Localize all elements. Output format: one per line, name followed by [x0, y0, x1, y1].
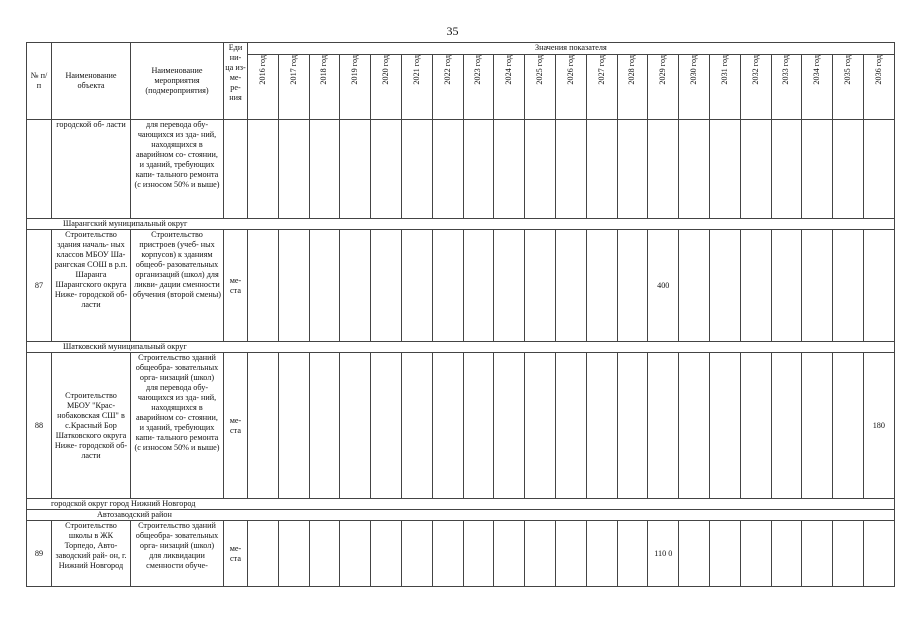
year-header: [248, 55, 279, 120]
section-row: [27, 499, 895, 510]
value-cell: [709, 521, 740, 587]
cell-num: [27, 120, 52, 219]
value-cell: [248, 353, 279, 499]
year-header: [463, 55, 494, 120]
value-cell: [802, 120, 833, 219]
value-cell: [771, 353, 802, 499]
year-label: 2025 год: [535, 55, 545, 85]
header-row: [27, 43, 895, 55]
year-header: [401, 55, 432, 120]
section-row: [27, 219, 895, 230]
year-label: 2036 год: [873, 55, 883, 85]
year-label: 2035 год: [843, 55, 853, 85]
value-cell: [679, 230, 710, 342]
cell-measure: Строительство зданий общеобра- зовательных орга- низаций (школ) для ликвидации сменности обуче-: [131, 521, 224, 587]
header-measures: Наименование мероприятия (подмероприятия): [131, 43, 224, 120]
value-cell: [432, 120, 463, 219]
section-avto: Автозаводский район: [27, 510, 895, 521]
value-cell: [525, 230, 556, 342]
value-cell: [401, 120, 432, 219]
year-header: [833, 55, 864, 120]
value-cell: [401, 230, 432, 342]
value-cell: [309, 230, 340, 342]
year-label: 2020 год: [381, 55, 391, 85]
value-cell: [494, 120, 525, 219]
cell-measure: Строительство пристроев (учеб- ных корпусов) к зданиям общеоб- разовательных организаций (школ) для ликви- дации сменности обучения (второй смены): [131, 230, 224, 342]
cell-object: Строительство здания началь- ных классов МБОУ Ша- рангская СОШ в р.п. Шаранга Шарангского округа Ниже- городской об- ласти: [52, 230, 131, 342]
value-cell: [863, 120, 894, 219]
value-cell: [617, 353, 648, 499]
value-cell: [833, 353, 864, 499]
year-label: 2026 год: [565, 55, 575, 85]
value-cell: [555, 120, 586, 219]
year-header: [709, 55, 740, 120]
page-number: 35: [446, 24, 459, 38]
value-cell: [679, 353, 710, 499]
value-cell: [463, 521, 494, 587]
year-header: [740, 55, 771, 120]
cell-num: 89: [27, 521, 52, 587]
value-cell: 110 0: [648, 521, 679, 587]
value-cell: [740, 120, 771, 219]
value-cell: [740, 230, 771, 342]
value-cell: [463, 120, 494, 219]
value-cell: [679, 521, 710, 587]
year-header: [525, 55, 556, 120]
value-cell: [709, 353, 740, 499]
value-cell: [432, 230, 463, 342]
value-cell: [679, 120, 710, 219]
year-label: 2031 год: [719, 55, 729, 85]
indicator-table: [26, 42, 895, 587]
year-header: [309, 55, 340, 120]
year-header: [340, 55, 371, 120]
value-cell: [248, 521, 279, 587]
year-header: [432, 55, 463, 120]
value-cell: [555, 521, 586, 587]
cell-unit: ме- ста: [224, 353, 248, 499]
value-cell: [555, 230, 586, 342]
value-cell: [340, 120, 371, 219]
year-label: 2022 год: [442, 55, 452, 85]
value-cell: [648, 353, 679, 499]
value-cell: [833, 521, 864, 587]
value-cell: [494, 521, 525, 587]
value-cell: [340, 230, 371, 342]
value-cell: [586, 120, 617, 219]
value-cell: [248, 120, 279, 219]
value-cell: [371, 521, 402, 587]
value-cell: [248, 230, 279, 342]
year-header: [371, 55, 402, 120]
value-cell: [771, 521, 802, 587]
year-header: [494, 55, 525, 120]
value-cell: [648, 120, 679, 219]
table-row: [27, 521, 895, 587]
table-row: [27, 120, 895, 219]
value-cell: [771, 120, 802, 219]
value-cell: 400: [648, 230, 679, 342]
value-cell: [586, 521, 617, 587]
year-label: 2021 год: [411, 55, 421, 85]
value-cell: [617, 120, 648, 219]
value-cell: [463, 230, 494, 342]
value-cell: [709, 230, 740, 342]
section-shatki: Шатковский муниципальный округ: [27, 342, 895, 353]
value-cell: [555, 353, 586, 499]
value-cell: [309, 353, 340, 499]
value-cell: [309, 120, 340, 219]
value-cell: [494, 353, 525, 499]
value-cell: [802, 353, 833, 499]
value-cell: [371, 230, 402, 342]
cell-measure: Строительство зданий общеобра- зовательных орга- низаций (школ) для перевода обу- чающихся из зда- ний, находящихся в аварийном со- стоянии, и зданий, требующих капи- тального ремонта (с износом 50% и выше): [131, 353, 224, 499]
value-cell: [494, 230, 525, 342]
value-cell: [463, 353, 494, 499]
header-unit: Еди ни- ца из- ме- ре- ния: [224, 43, 248, 120]
header-values-group: Значения показателя: [248, 43, 895, 55]
value-cell: 180: [863, 353, 894, 499]
cell-unit: ме- ста: [224, 521, 248, 587]
year-label: 2029 год: [658, 55, 668, 85]
year-label: 2032 год: [750, 55, 760, 85]
cell-object: Строительство школы в ЖК Торпедо, Авто- заводский рай- он, г. Нижний Новгород: [52, 521, 131, 587]
value-cell: [278, 120, 309, 219]
year-label: 2016 год: [257, 55, 267, 85]
value-cell: [525, 353, 556, 499]
value-cell: [278, 353, 309, 499]
value-cell: [617, 230, 648, 342]
value-cell: [278, 230, 309, 342]
value-cell: [432, 521, 463, 587]
year-header: [648, 55, 679, 120]
cell-object: Строительство МБОУ "Крас- нобаковская СШ" в с.Красный Бор Шатковского округа Ниже- городской об- ласти: [52, 353, 131, 499]
value-cell: [833, 120, 864, 219]
value-cell: [525, 521, 556, 587]
value-cell: [740, 521, 771, 587]
cell-num: 88: [27, 353, 52, 499]
value-cell: [401, 353, 432, 499]
value-cell: [833, 230, 864, 342]
year-header: [278, 55, 309, 120]
cell-unit: [224, 120, 248, 219]
year-label: 2018 год: [319, 55, 329, 85]
year-label: 2030 год: [689, 55, 699, 85]
value-cell: [740, 353, 771, 499]
value-cell: [863, 230, 894, 342]
year-header: [679, 55, 710, 120]
section-nn: городской округ город Нижний Новгород: [27, 499, 895, 510]
year-label: 2028 год: [627, 55, 637, 85]
value-cell: [802, 521, 833, 587]
value-cell: [340, 353, 371, 499]
year-label: 2034 год: [812, 55, 822, 85]
year-header: [617, 55, 648, 120]
value-cell: [371, 120, 402, 219]
cell-object: городской об- ласти: [52, 120, 131, 219]
year-header: [863, 55, 894, 120]
section-sharanga: Шарангский муниципальный округ: [27, 219, 895, 230]
value-cell: [586, 230, 617, 342]
cell-measure: для перевода обу- чающихся из зда- ний, находящихся в аварийном со- стоянии, и зданий, требующих капи- тального ремонта (с износом 50% и выше): [131, 120, 224, 219]
value-cell: [432, 353, 463, 499]
value-cell: [340, 521, 371, 587]
year-label: 2027 год: [596, 55, 606, 85]
value-cell: [309, 521, 340, 587]
year-label: 2023 год: [473, 55, 483, 85]
section-row: [27, 342, 895, 353]
value-cell: [709, 120, 740, 219]
table-row: [27, 353, 895, 499]
value-cell: [617, 521, 648, 587]
year-label: 2017 год: [288, 55, 298, 85]
year-label: 2024 год: [504, 55, 514, 85]
year-label: 2033 год: [781, 55, 791, 85]
header-num: № п/п: [27, 43, 52, 120]
section-row: [27, 510, 895, 521]
year-header: [802, 55, 833, 120]
cell-num: 87: [27, 230, 52, 342]
table-row: [27, 230, 895, 342]
value-cell: [278, 521, 309, 587]
cell-unit: ме- ста: [224, 230, 248, 342]
value-cell: [802, 230, 833, 342]
year-header: [555, 55, 586, 120]
value-cell: [371, 353, 402, 499]
value-cell: [525, 120, 556, 219]
value-cell: [401, 521, 432, 587]
value-cell: [771, 230, 802, 342]
value-cell: [863, 521, 894, 587]
value-cell: [586, 353, 617, 499]
year-header: [771, 55, 802, 120]
header-object: Наименование объекта: [52, 43, 131, 120]
year-header: [586, 55, 617, 120]
year-label: 2019 год: [350, 55, 360, 85]
